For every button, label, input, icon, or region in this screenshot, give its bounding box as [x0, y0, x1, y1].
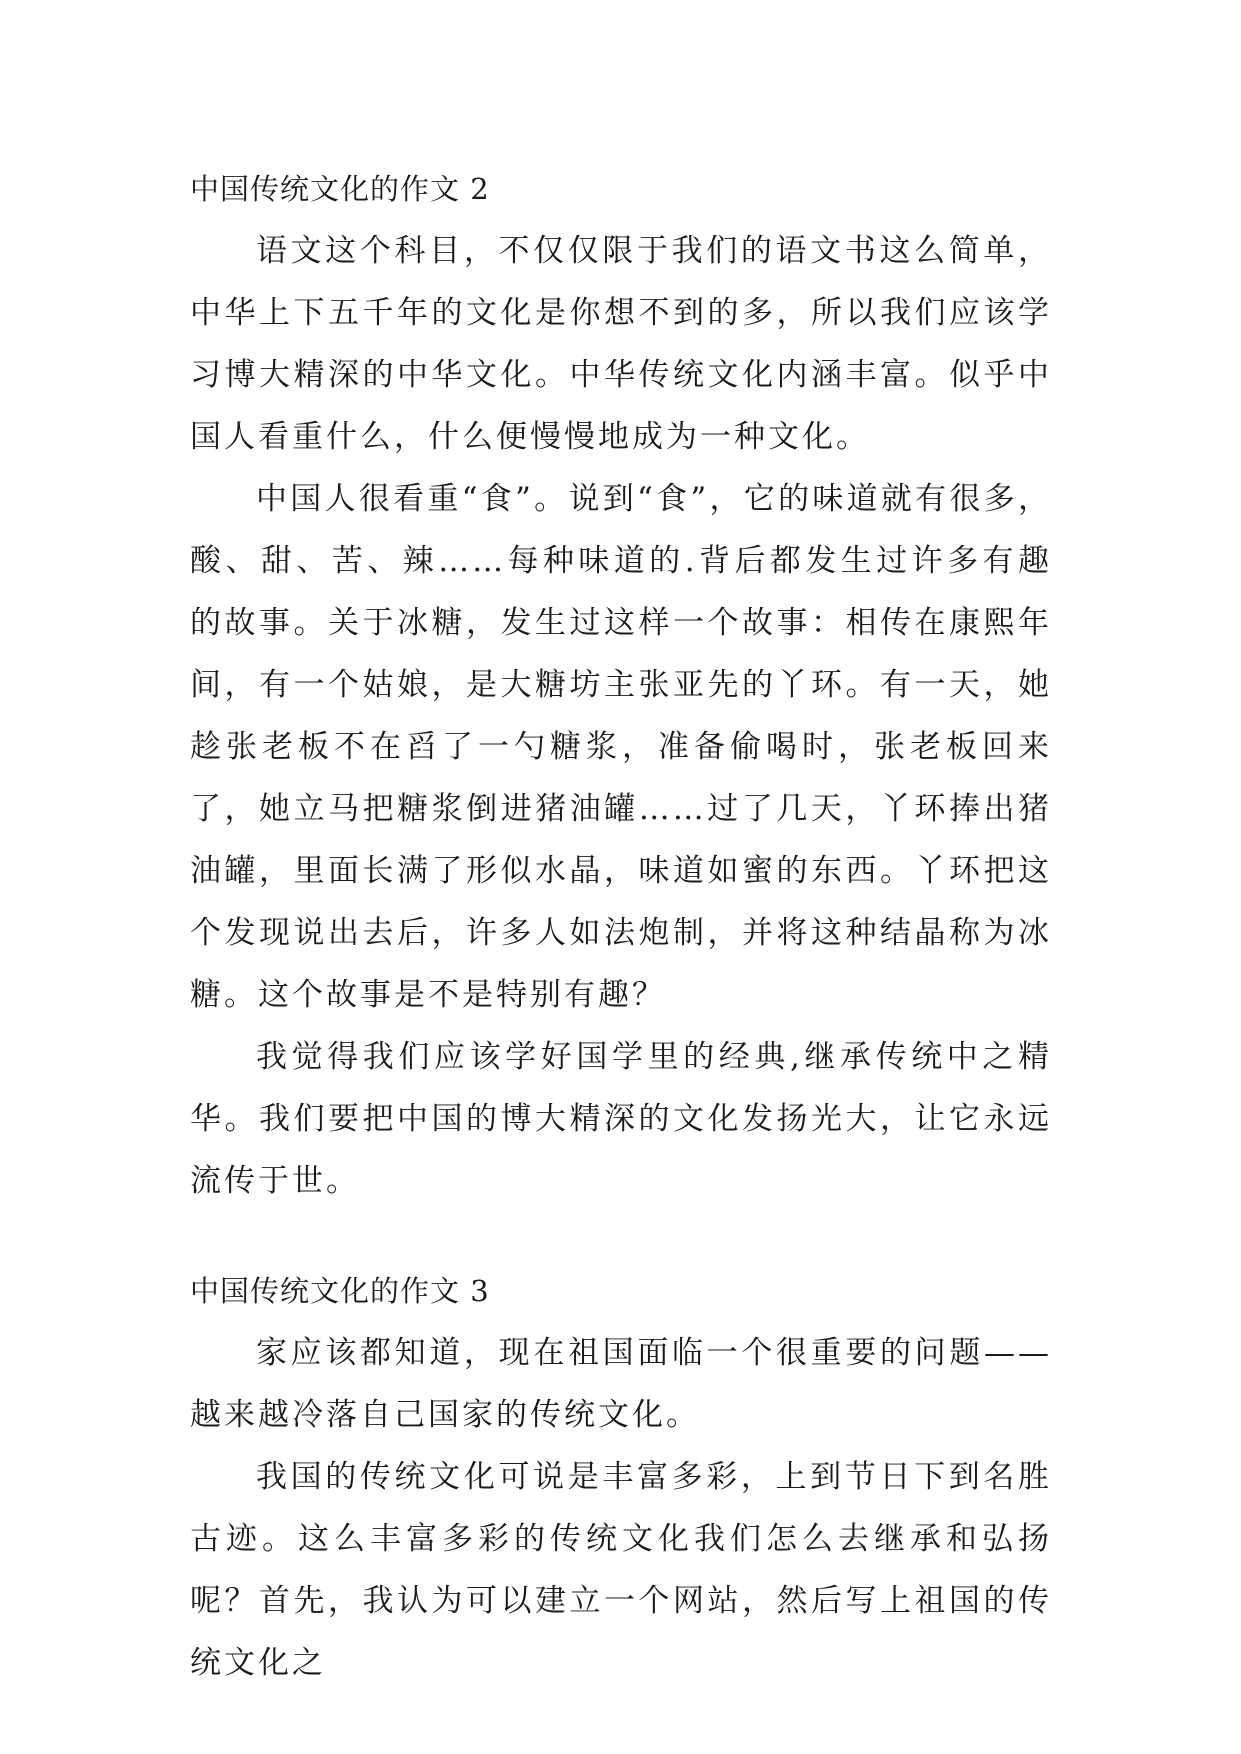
document-body — [190, 158, 1052, 1694]
paragraph: 中国人很看重“食”。说到“食”，它的味道就有很多，酸、甜、苦、辣……每种味道的.背后都发生过许多有趣的故事。关于冰糖，发生过这样一个故事：相传在康熙年间，有一个姑娘，是大糖坊主张亚先的丫环。有一天，她趁张老板不在舀了一勺糖浆，准备偷喝时，张老板回来了，她立马把糖浆倒进猪油罐……过了几天，丫环捧出猪油罐，里面长满了形似水晶，味道如蜜的东西。丫环把这个发现说出去后，许多人如法炮制，并将这种结晶称为冰糖。这个故事是不是特别有趣？ — [190, 481, 1052, 1013]
paragraph: 我觉得我们应该学好国学里的经典,继承传统中之精华。我们要把中国的博大精深的文化发扬光大，让它永远流传于世。 — [190, 1039, 1052, 1199]
section-title: 中国传统文化的作文 3 — [190, 1274, 490, 1308]
paragraph: 家应该都知道，现在祖国面临一个很重要的问题——越来越冷落自己国家的传统文化。 — [190, 1335, 1052, 1433]
paragraph: 语文这个科目，不仅仅限于我们的语文书这么简单，中华上下五千年的文化是你想不到的多，所以我们应该学习博大精深的中华文化。中华传统文化内涵丰富。似乎中国人看重什么，什么便慢慢地成为一种文化。 — [190, 233, 1052, 455]
section-title: 中国传统文化的作文 2 — [190, 172, 490, 206]
section-spacer — [190, 1212, 1052, 1260]
paragraph: 我国的传统文化可说是丰富多彩，上到节日下到名胜古迹。这么丰富多彩的传统文化我们怎么去继承和弘扬呢？首先，我认为可以建立一个网站，然后写上祖国的传统文化之 — [190, 1459, 1052, 1681]
